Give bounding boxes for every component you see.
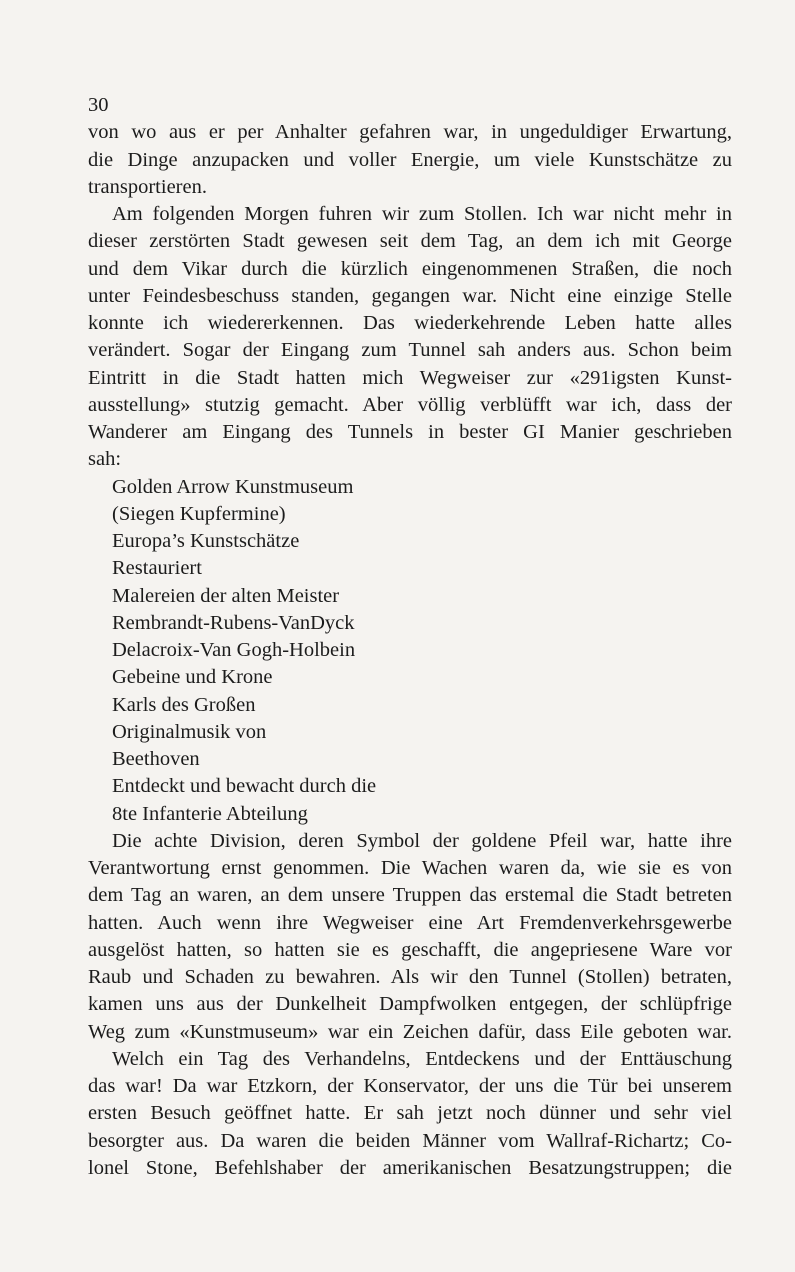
text-line: konnte ich wiedererkennen. Das wiederkehrende Leben hatte alles (88, 312, 732, 334)
sign-line: Malereien der alten Meister (112, 584, 340, 607)
text-line: ausgelöst hatten, so hatten sie es geschafft, die angepriesene Ware vor (88, 938, 732, 961)
page-text (88, 92, 732, 1182)
text-line: besorgter aus. Da waren die beiden Männer vom Wallraf-Richartz; Co- (88, 1129, 732, 1152)
paragraph-4 (88, 1046, 732, 1182)
sign-line: Gebeine und Krone (112, 666, 273, 689)
text-line: Wanderer am Eingang des Tunnels in bester GI Manier geschrieben (88, 421, 732, 443)
text-line: Am folgenden Morgen fuhren wir zum Stollen. Ich war nicht mehr in (112, 203, 732, 225)
sign-line: Europa’s Kunstschätze (112, 530, 300, 552)
text-line: von wo aus er per Anhalter gefahren war, in ungeduldiger Erwartung, (88, 121, 732, 144)
sign-text (88, 474, 732, 828)
text-line: das war! Da war Etzkorn, der Konservator, der uns die Tür bei unserem (88, 1075, 732, 1097)
sign-line: Originalmusik von (112, 720, 267, 743)
sign-line: Rembrandt-Rubens-VanDyck (112, 611, 355, 634)
sign-line: Golden Arrow Kunstmuseum (112, 475, 354, 498)
text-line: lonel Stone, Befehlshaber der amerikanischen Besatzungstruppen; die (88, 1156, 732, 1179)
paragraph-2 (88, 201, 732, 474)
sign-line: Beethoven (112, 748, 200, 770)
text-line: kamen uns aus der Dunkelheit Dampfwolken entgegen, der schlüpfrige (88, 993, 732, 1016)
text-line: die Dinge anzupacken und voller Energie, um viele Kunstschätze zu (88, 148, 732, 171)
sign-line: 8te Infanterie Abteilung (112, 802, 308, 825)
text-line: dem Tag an waren, an dem unsere Truppen das erstemal die Stadt betreten (88, 884, 732, 907)
sign-line: (Siegen Kupfermine) (112, 502, 286, 525)
text-line: dieser zerstörten Stadt gewesen seit dem Tag, an dem ich mit George (88, 230, 732, 253)
page-number: 30 (88, 94, 109, 116)
text-line: ausstellung» stutzig gemacht. Aber völlig verblüfft war ich, dass der (88, 393, 732, 416)
text-line: ersten Besuch geöffnet hatte. Er sah jetzt noch dünner und sehr viel (88, 1102, 732, 1125)
text-line: Die achte Division, deren Symbol der goldene Pfeil war, hatte ihre (112, 829, 732, 852)
text-line: transportieren. (88, 175, 207, 198)
paragraph-1 (88, 119, 732, 201)
text-line: Welch ein Tag des Verhandelns, Entdeckens und der Enttäuschung (112, 1047, 732, 1070)
sign-line: Restauriert (112, 557, 202, 580)
sign-line: Entdeckt und bewacht durch die (112, 775, 377, 798)
text-line: Raub und Schaden zu bewahren. Als wir den Tunnel (Stollen) betraten, (88, 966, 732, 988)
sign-line: Delacroix-Van Gogh-Holbein (112, 639, 356, 661)
text-line: sah: (88, 448, 122, 471)
text-line: Weg zum «Kunstmuseum» war ein Zeichen dafür, dass Eile geboten war. (88, 1020, 732, 1043)
text-line: unter Feindesbeschuss standen, gegangen war. Nicht eine einzige Stelle (88, 284, 732, 307)
text-line: verändert. Sogar der Eingang zum Tunnel sah anders aus. Schon beim (88, 339, 732, 362)
text-line: Verantwortung ernst genommen. Die Wachen waren da, wie sie es von (88, 857, 732, 879)
text-line: hatten. Auch wenn ihre Wegweiser eine Art Fremdenverkehrsgewerbe (88, 911, 732, 934)
paragraph-3 (88, 828, 732, 1046)
sign-line: Karls des Großen (112, 693, 256, 716)
text-line: und dem Vikar durch die kürzlich eingenommenen Straßen, die noch (88, 257, 732, 280)
text-line: Eintritt in die Stadt hatten mich Wegweiser zur «291igsten Kunst- (88, 366, 732, 389)
